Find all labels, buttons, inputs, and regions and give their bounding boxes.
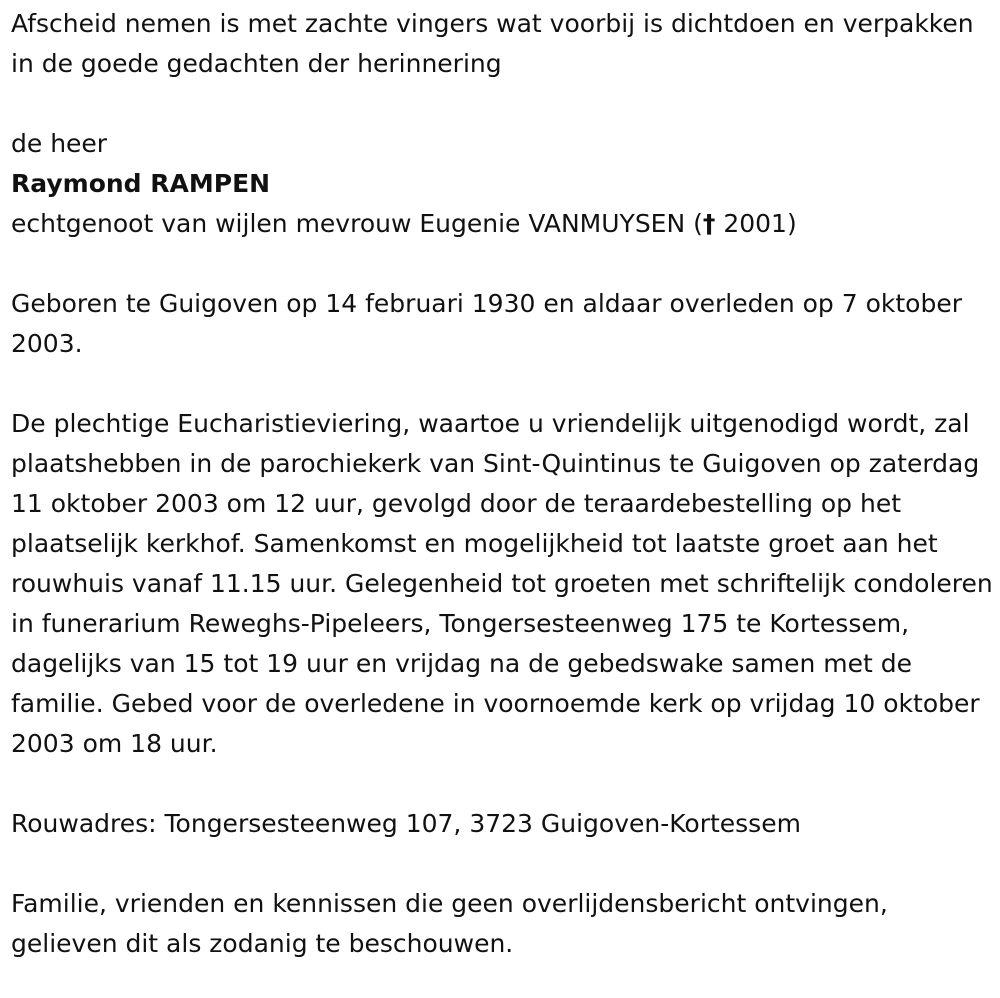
deceased-name: Raymond RAMPEN (11, 169, 271, 198)
birth-death-text: Geboren te Guigoven op 14 februari 1930 en aldaar overleden op 7 oktober 2003. (11, 289, 963, 358)
spouse-line (11, 204, 993, 244)
motto-text: Afscheid nemen is met zachte vingers wat voorbij is dichtdoen en verpakken in de goede gedachten der herinnering (11, 9, 974, 78)
spacer (11, 844, 993, 884)
cross-icon: † (702, 209, 716, 238)
spacer (11, 244, 993, 284)
closing-text: Familie, vrienden en kennissen die geen overlijdensbericht ontvingen, gelieven dit als zodanig te beschouwen. (11, 889, 888, 958)
spacer (11, 84, 993, 124)
spouse-suffix: 2001) (715, 209, 797, 238)
spacer (11, 764, 993, 804)
spacer (11, 364, 993, 404)
spouse-prefix: echtgenoot van wijlen mevrouw Eugenie VANMUYSEN ( (11, 209, 703, 238)
honorific-text: de heer (11, 129, 108, 158)
address-text: Rouwadres: Tongersesteenweg 107, 3723 Guigoven-Kortessem (11, 809, 801, 838)
ceremony-text: De plechtige Eucharistieviering, waartoe u vriendelijk uitgenodigd wordt, zal plaatshebben in de parochiekerk van Sint-Quintinus te Guigoven op zaterdag 11 oktober 2003 om 12 uur, gevolgd door de teraardebestelling op het plaatselijk kerkhof. Samenkomst en mogelijkheid tot laatste groet aan het rouwhuis vanaf 11.15 uur. Gelegenheid tot groeten met schriftelijk condoleren in funerarium Reweghs-Pipeleers, Tongersesteenweg 175 te Kortessem, dagelijks van 15 tot 19 uur en vrijdag na de gebedswake samen met de familie. Gebed voor de overledene in voornoemde kerk op vrijdag 10 oktober 2003 om 18 uur. (11, 409, 993, 758)
death-notice (11, 4, 993, 964)
